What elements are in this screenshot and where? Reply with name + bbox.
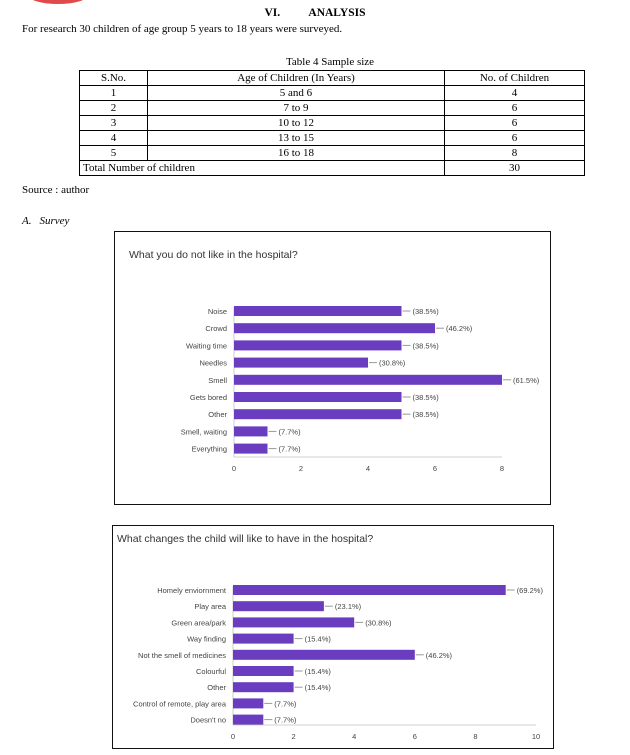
data-label: (7.7%) — [278, 427, 301, 437]
category-label: Noise — [207, 307, 227, 316]
bar — [233, 634, 294, 644]
table-caption: Table 4 Sample size — [285, 56, 375, 68]
bar — [233, 715, 263, 725]
bar — [233, 585, 506, 595]
table-cell: 6 — [445, 101, 585, 116]
section-heading — [0, 7, 630, 19]
category-label: Way finding — [187, 634, 226, 644]
category-label: Colourful — [195, 667, 226, 676]
table-cell: 4 — [80, 131, 148, 146]
x-tick-label: 0 — [230, 732, 236, 741]
data-label: (38.5%) — [412, 341, 439, 351]
table-row — [80, 131, 585, 146]
chart-title: What you do not like in the hospital? — [129, 249, 298, 261]
header-cell: S.No. — [80, 71, 148, 86]
chart-changes — [113, 526, 553, 748]
red-header-mark — [28, 0, 88, 4]
category-label: Needles — [199, 358, 227, 368]
chart-dislikes-frame — [114, 231, 551, 505]
data-label: (46.2%) — [446, 324, 473, 334]
category-label: Everything — [191, 444, 227, 454]
bar — [233, 682, 294, 692]
table-cell: 13 to 15 — [148, 131, 445, 146]
table-row — [80, 101, 585, 116]
section-number: VI. — [264, 7, 281, 19]
data-label: (7.7%) — [274, 715, 297, 725]
data-label: (46.2%) — [425, 650, 453, 660]
category-label: Other — [208, 410, 227, 420]
table-cell: 5 — [80, 146, 148, 161]
data-label: (23.1%) — [334, 602, 362, 612]
table-cell: 3 — [80, 116, 148, 131]
chart-dislikes — [115, 232, 550, 504]
x-tick-label: 8 — [499, 464, 505, 473]
data-label: (69.2%) — [516, 586, 543, 595]
category-label: Waiting time — [186, 341, 227, 351]
x-tick-label: 0 — [231, 464, 237, 473]
table-cell: 6 — [445, 116, 585, 131]
table-cell: 10 to 12 — [148, 116, 445, 131]
category-label: Doesn't no — [190, 715, 226, 725]
bar — [234, 375, 502, 385]
table-cell: 4 — [445, 86, 585, 101]
bar — [234, 306, 402, 316]
x-tick-label: 8 — [473, 732, 478, 741]
bar — [234, 392, 402, 402]
category-label: Control of remote, play area — [133, 699, 226, 709]
intro-paragraph: For research 30 children of age group 5 years to 18 years were surveyed. — [22, 23, 343, 35]
sample-size-table — [79, 70, 585, 176]
category-label: Crowd — [205, 324, 227, 334]
category-label: Play area — [194, 602, 226, 612]
table-cell: 2 — [80, 101, 148, 116]
bar — [233, 650, 415, 660]
bar — [233, 666, 294, 676]
data-label: (61.5%) — [513, 375, 540, 385]
data-label: (30.8%) — [365, 618, 392, 628]
x-tick-label: 4 — [365, 464, 371, 473]
x-tick-label: 4 — [352, 732, 357, 741]
data-label: (15.4%) — [304, 667, 331, 676]
category-label: Green area/park — [171, 618, 226, 628]
table-cell: 16 to 18 — [148, 146, 445, 161]
data-label: (38.5%) — [412, 307, 439, 316]
bar — [234, 426, 268, 436]
section-title: ANALYSIS — [308, 7, 366, 19]
table-total-row — [80, 161, 585, 176]
data-label: (7.7%) — [274, 699, 297, 709]
data-label: (38.5%) — [412, 393, 439, 402]
data-label: (15.4%) — [304, 683, 331, 693]
table-cell: 8 — [445, 146, 585, 161]
table-cell: 1 — [80, 86, 148, 101]
category-label: Homely enviornment — [157, 586, 226, 595]
total-value-cell: 30 — [445, 161, 585, 176]
x-tick-label: 6 — [432, 464, 438, 473]
bar — [234, 340, 402, 350]
table-source: Source : author — [22, 184, 90, 196]
x-tick-label: 2 — [298, 464, 304, 473]
x-tick-label: 6 — [412, 732, 417, 741]
data-label: (7.7%) — [278, 444, 301, 454]
bar — [234, 358, 368, 368]
category-label: Gets bored — [189, 393, 227, 402]
category-label: Smell, waiting — [180, 427, 227, 437]
table-row — [80, 146, 585, 161]
chart-title: What changes the child will like to have in the hospital? — [117, 533, 374, 545]
chart-changes-frame — [112, 525, 554, 749]
category-label: Other — [207, 683, 226, 693]
bar — [234, 444, 268, 454]
bar — [233, 601, 324, 611]
header-cell: No. of Children — [445, 71, 585, 86]
bar — [234, 409, 402, 419]
bar — [234, 323, 435, 333]
data-label: (30.8%) — [379, 358, 406, 368]
x-tick-label: 2 — [291, 732, 296, 741]
table-row — [80, 86, 585, 101]
subsection-letter: A. — [22, 215, 32, 227]
category-label: Smell — [208, 375, 227, 385]
table-cell: 5 and 6 — [148, 86, 445, 101]
table-header-row — [80, 71, 585, 86]
category-label: Not the smell of medicines — [138, 650, 226, 660]
table-cell: 7 to 9 — [148, 101, 445, 116]
table-cell: 6 — [445, 131, 585, 146]
data-label: (15.4%) — [304, 634, 331, 644]
subsection-heading — [22, 215, 77, 227]
bar — [233, 617, 354, 627]
subsection-title: Survey — [39, 215, 70, 227]
total-label-cell: Total Number of children — [80, 161, 445, 176]
x-tick-label: 10 — [531, 732, 541, 741]
table-row — [80, 116, 585, 131]
header-cell: Age of Children (In Years) — [148, 71, 445, 86]
bar — [233, 698, 263, 708]
data-label: (38.5%) — [412, 410, 439, 420]
